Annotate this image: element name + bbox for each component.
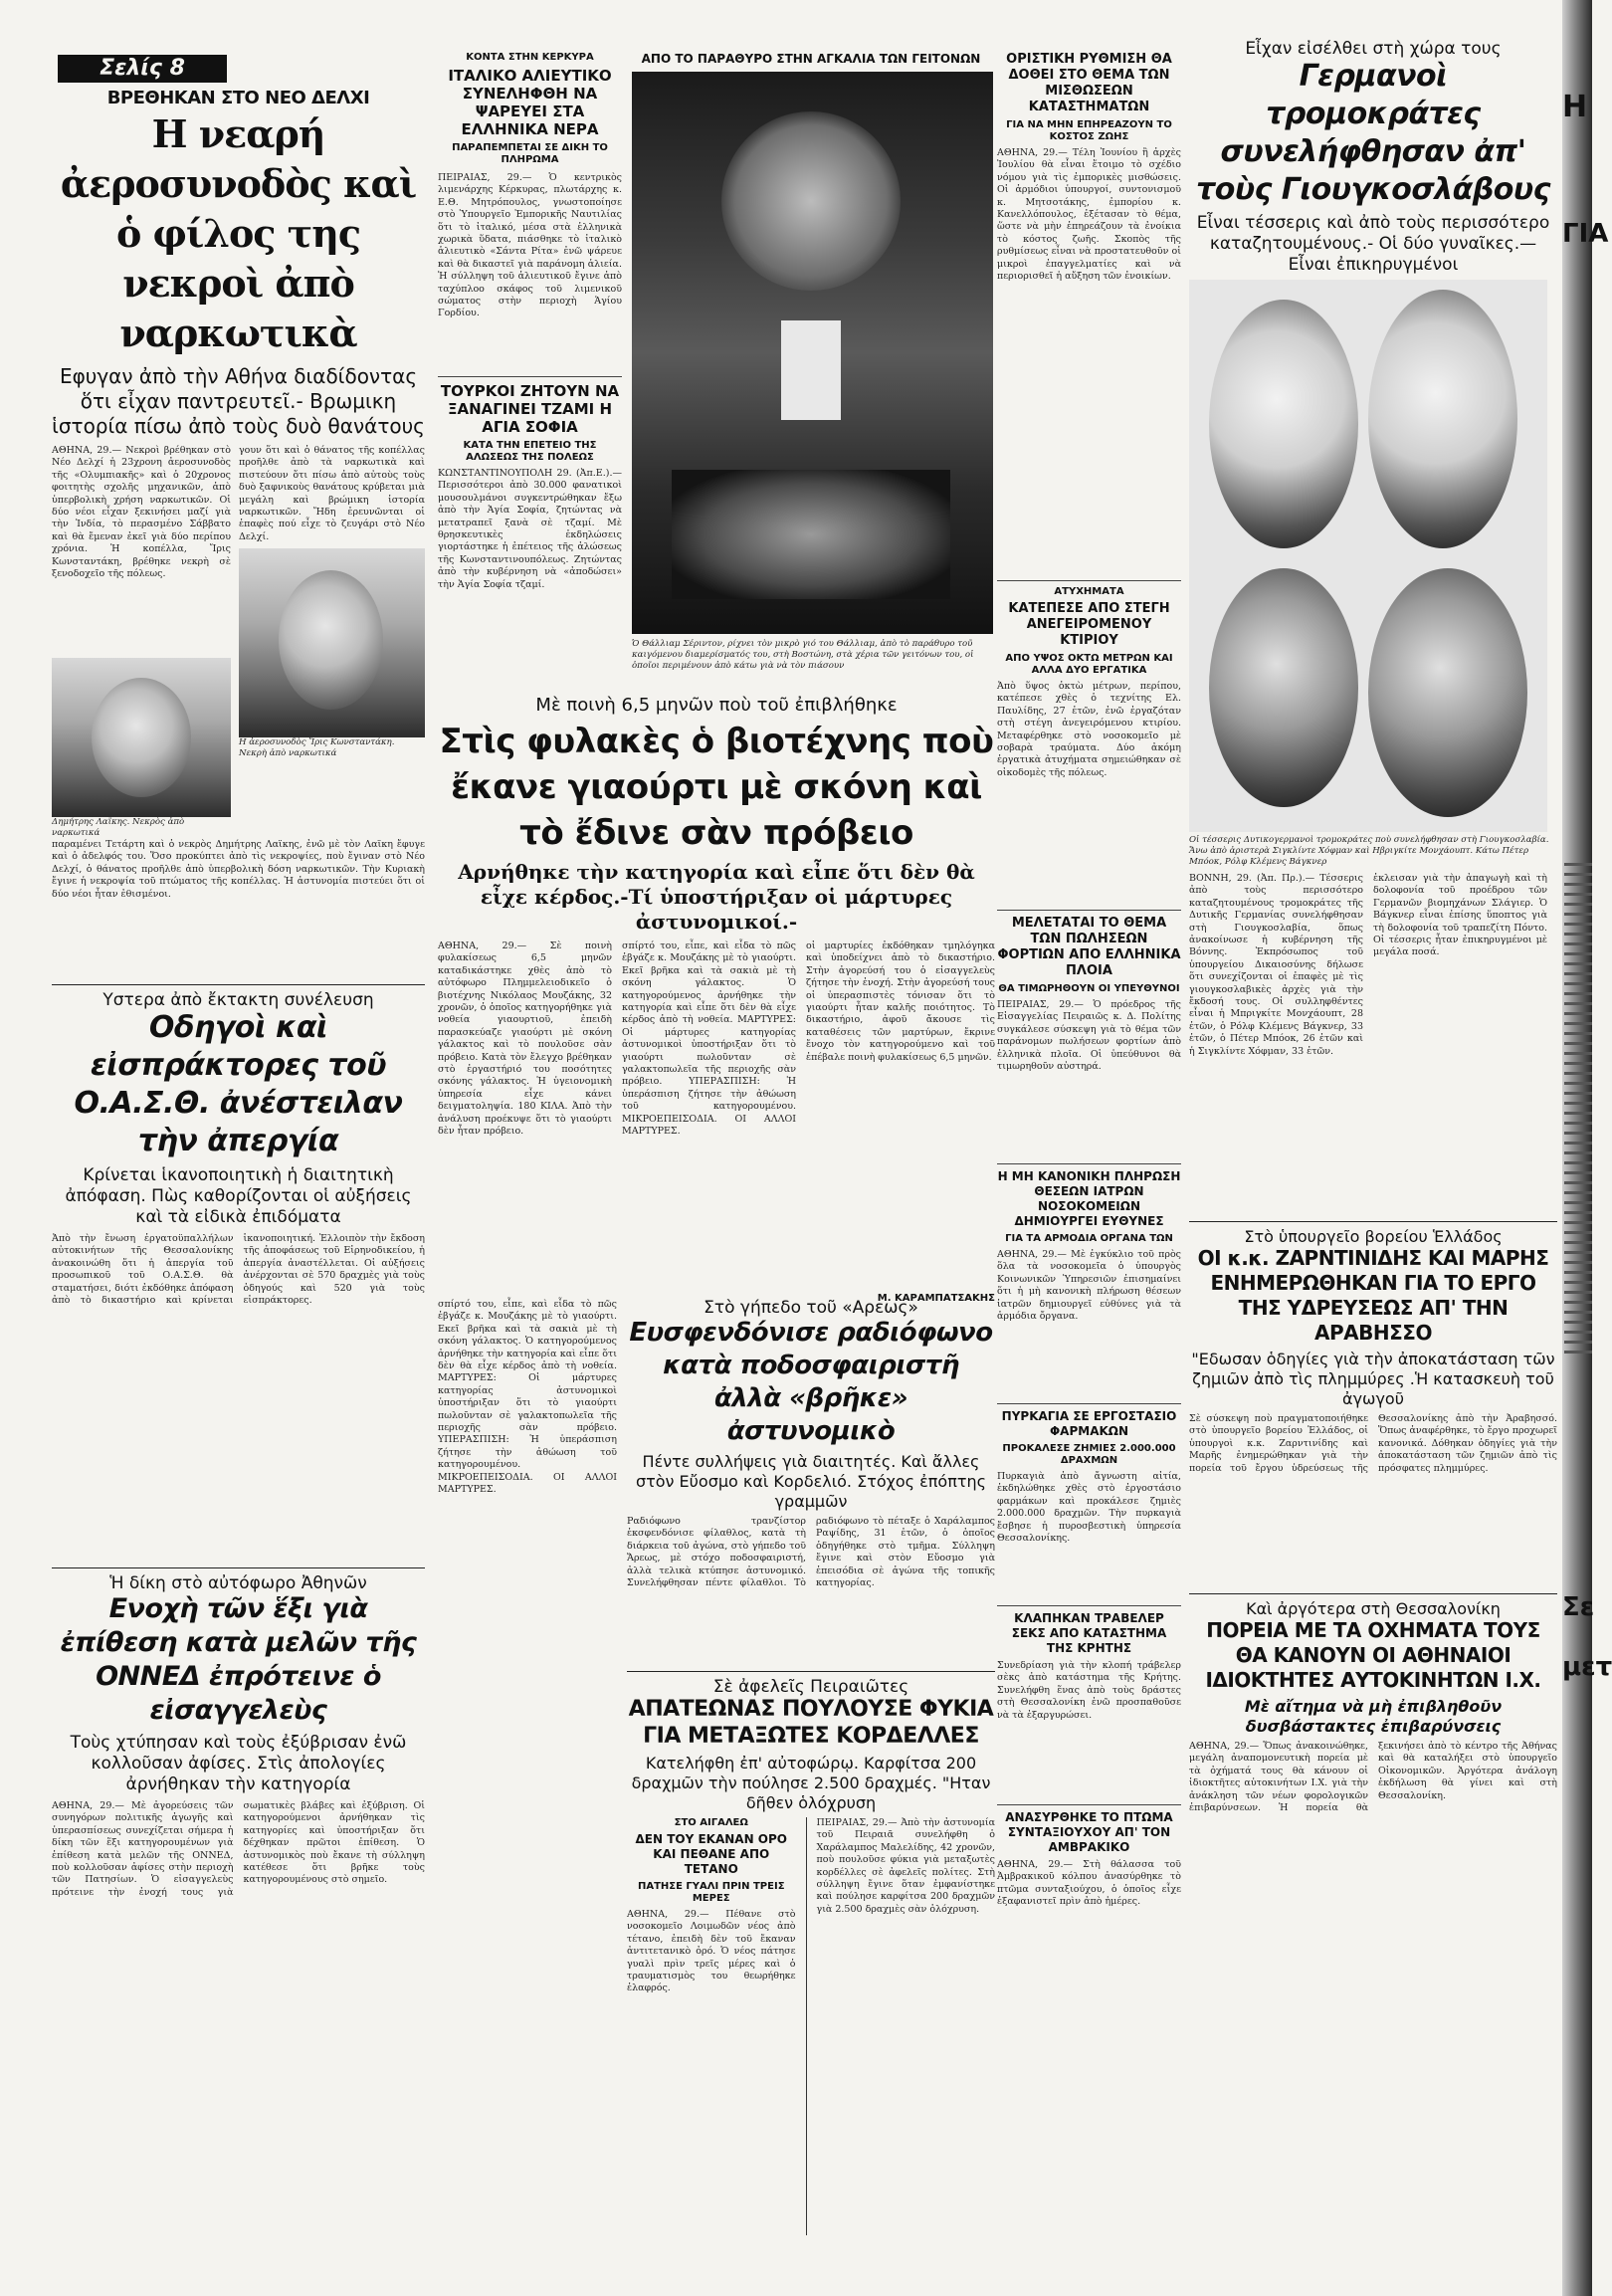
article-body: Πυρκαγιὰ ἀπὸ ἄγνωστη αἰτία, ἐκδηλώθηκε χθὲς στὸ ἐργοστάσιο φαρμάκων καὶ προκάλεσε ζημιὲς 2.000.000 δραχμῶν. Τὴν πυρκαγιὰ ἔσβησε ἡ πυροσβεστικὴ ὑπηρεσία Θεσσαλονίκης. bbox=[997, 1471, 1181, 1545]
subheading: ΓΙΑ ΝΑ ΜΗΝ ΕΠΗΡΕΑΖΟΥΝ ΤΟ ΚΟΣΤΟΣ ΖΩΗΣ bbox=[1006, 119, 1172, 142]
headline: Ευσφενδόνισε ραδιόφωνο κατὰ ποδοσφαιριστῆ ἀλλὰ «βρῆκε» ἀστυνομικὸ bbox=[629, 1318, 993, 1446]
article-body: ΚΩΝΣΤΑΝΤΙΝΟΥΠΟΛΗ 29. (Ἀπ.Ε.).— Περισσότεροι ἀπὸ 30.000 φανατικοὶ μουσουλμάνοι συγκεντρώθηκαν ἔξω ἀπὸ τὴν Ἁγία Σοφία, ζητώντας νὰ μετατραπεῖ ξανὰ σὲ τζαμί. Μὲ θρησκευτικὲς ἐκδηλώσεις γιορτάστηκε ἡ ἐπέτειος τῆς ἁλώσεως τῆς Κωνσταντινουπόλεως. Ζητώντας ἀπὸ τὴν κυβέρνηση νὰ «ἀποδώσει» τὴν Ἁγία Σοφία τζαμί. bbox=[438, 468, 622, 590]
portrait-photo bbox=[239, 548, 425, 737]
article-body: οἱ μαρτυρίες ἐκδόθηκαν τμηλόγηκα καὶ ὑποδείχνει ἀπὸ τὸ δικαστήριο. Στὴν ἀγορεύσή του ὁ εἰσαγγελεὺς ζήτησε τὴν ἐνοχή. Στὴν ἀγορεύσή τους οἱ ὑπερασπιστὲς τόνισαν ὅτι τὸ γιαούρτι ἦταν καλῆς ποιότητος. Τὸ δικαστήριο, ἀφοῦ ἄκουσε τὶς καταθέσεις τῶν μαρτύρων, ἔκρινε ἔνοχο τὸν κατηγορούμενο καὶ τοῦ ἐπέβαλε ποινὴ φυλακίσεως 6,5 μηνῶν. bbox=[806, 940, 995, 1063]
article-body: σπίρτό του, εἶπε, καὶ εἶδα τὸ πῶς ἐβγάζε κ. Μουζάκης μὲ τὸ γιαούρτι. Εκεῖ βρῆκα καὶ τὰ σακιὰ μὲ τὴ σκόνη γάλακτος. Ὁ κατηγορούμενος ἀρνήθηκε τὴν κατηγορία καὶ εἶπε ὅτι δὲν θὰ εἶχε κέρδος ἀπὸ τὴ νοθεία. ΜΑΡΤΥΡΕΣ: Οἱ μάρτυρες κατηγορίας ἀστυνομικοὶ ὑποστήριξαν ὅτι τὸ γιαούρτι πωλοῦνταν σὲ γαλακτοπωλεῖα τῆς περιοχῆς σὰν πρόβειο. ΥΠΕΡΑΣΠΙΣΗ: Ἡ ὑπεράσπιση ζήτησε τὴν ἀθώωση τοῦ κατηγορουμένου. ΜΙΚΡΟΕΠΕΙΣΟΔΙΑ. ΟΙ ΑΛΛΟΙ ΜΑΡΤΥΡΕΣ. bbox=[622, 940, 796, 1138]
article-body: ΑΘΗΝΑ, 29.— Ὅπως ἀνακοινώθηκε, μεγάλη ἀναπομονευτικὴ πορεία μὲ τὰ ὀχήματά τους θὰ κάνουν οἱ ἰδιοκτῆτες αὐτοκινήτων Ι.Χ. γιὰ τὴν ἀνάκληση τῶν νέων φορολογικῶν ἐπιβαρύνσεων. Ἡ πορεία θὰ ξεκινήσει ἀπὸ τὸ κέντρο τῆς Ἀθήνας καὶ θὰ καταλήξει στὸ ὑπουργεῖο Οἰκονομικῶν. Ἀργότερα ἀνάλογη ἐκδήλωση θὰ γίνει καὶ στὴ Θεσσαλονίκη. bbox=[1189, 1741, 1557, 1814]
face-shape bbox=[279, 570, 383, 710]
divider bbox=[997, 1804, 1181, 1805]
article-body: σπίρτό του, εἶπε, καὶ εἶδα τὸ πῶς ἐβγάζε κ. Μουζάκης μὲ τὸ γιαούρτι. Εκεῖ βρῆκα καὶ τὰ σακιὰ μὲ τὴ σκόνη γάλακτος. Ὁ κατηγορούμενος ἀρνήθηκε τὴν κατηγορία καὶ εἶπε ὅτι δὲν θὰ εἶχε κέρδος ἀπὸ τὴ νοθεία. ΜΑΡΤΥΡΕΣ: Οἱ μάρτυρες κατηγορίας ἀστυνομικοὶ ὑποστήριξαν ὅτι τὸ γιαούρτι πωλοῦνταν σὲ γαλακτοπωλεῖα τῆς περιοχῆς σὰν πρόβειο. ΥΠΕΡΑΣΠΙΣΗ: Ἡ ὑπεράσπιση ζήτησε τὴν ἀθώωση τοῦ κατηγορουμένου. ΜΙΚΡΟΕΠΕΙΣΟΔΙΑ. ΟΙ ΑΛΛΟΙ ΜΑΡΤΥΡΕΣ. bbox=[438, 1299, 617, 1496]
kicker: Μὲ ποινὴ 6,5 μηνῶν ποὺ τοῦ ἐπιβλήθηκε bbox=[535, 695, 898, 716]
kicker: ΚΟΝΤΑ ΣΤΗΝ ΚΕΡΚΥΡΑ bbox=[466, 52, 594, 63]
deck: "Εδωσαν ὁδηγίες γιὰ τὴν ἀποκατάσταση τῶν ζημιῶν ἀπὸ τὶς πλημμύρες .Ἡ κατασκευὴ τοῦ ἀγωγοῦ bbox=[1191, 1350, 1555, 1408]
edge-fragment: μετ bbox=[1562, 1652, 1612, 1682]
divider bbox=[438, 376, 622, 377]
deck: Κρίνεται ἱκανοποιητικὴ ἡ διαιτητικὴ ἀπόφαση. Πὼς καθορίζονται οἱ αὐξήσεις καὶ τὰ εἰδικὰ ἐπιδόματα bbox=[65, 1165, 412, 1227]
column-3-lower bbox=[438, 1299, 617, 2274]
headline: ΜΕΛΕΤΑΤΑΙ ΤΟ ΘΕΜΑ ΤΩΝ ΠΩΛΗΣΕΩΝ ΦΟΡΤΙΩΝ ΑΠΟ ΕΛΛΗΝΙΚΑ ΠΛΟΙΑ bbox=[997, 916, 1181, 978]
kicker: Υστερα ἀπὸ ἔκτακτη συνέλευση bbox=[102, 990, 374, 1010]
crowd-shape bbox=[672, 470, 950, 599]
headline: Ενοχὴ τῶν ἕξι γιὰ ἐπίθεση κατὰ μελῶν τῆς ΟΝΝΕΔ ἐπρότεινε ὁ εἰσαγγελεὺς bbox=[60, 1593, 417, 1726]
kicker: Εἶχαν εἰσέλθει στὴ χώρα τους bbox=[1245, 39, 1502, 59]
article-body: ΑΘΗΝΑ, 29.— Στὴ θάλασσα τοῦ Ἀμβρακικοῦ κόλπου ἀνασύρθηκε τὸ πτῶμα συνταξιούχου, ὁ ὁποῖος εἶχε ἐξαφανιστεῖ πρὶν ἀπὸ ἡμέρες. bbox=[997, 1859, 1181, 1908]
column-4 bbox=[997, 52, 1181, 2281]
divider bbox=[52, 1567, 425, 1568]
article-body: ΑΘΗΝΑ, 29.— Μὲ ἀγορεύσεις τῶν συνηγόρων πολιτικῆς ἀγωγῆς καὶ ὑπερασπίσεως συνεχίζεται σήμερα ἡ δίκη τῶν ἕξι κατηγορουμένων γιὰ ἐπίθεση κατὰ μελῶν τῆς ΟΝΝΕΔ, ποὺ κολλοῦσαν ἀφίσες στὴν περιοχὴ τῶν Πατησίων. Ὁ εἰσαγγελεὺς πρότεινε τὴν ἐνοχή τους γιὰ σωματικὲς βλάβες καὶ ἐξύβριση. Οἱ κατηγορούμενοι ἀρνήθηκαν τὶς κατηγορίες καὶ ὑποστήριξαν ὅτι δέχθηκαν πρῶτοι ἐπίθεση. Ὁ ἀστυνομικὸς ποὺ ἔκανε τὴ σύλληψη κατέθεσε ὅτι βρῆκε τοὺς κατηγορουμένους στὸ σημεῖο. bbox=[52, 1800, 425, 1898]
divider bbox=[997, 910, 1181, 911]
divider bbox=[1189, 1593, 1557, 1594]
center-lower bbox=[627, 1299, 995, 2274]
face-shape bbox=[92, 678, 191, 797]
subheading: ΠΑΤΗΣΕ ΓΥΑΛΙ ΠΡΙΝ ΤΡΕΙΣ ΜΕΡΕΣ bbox=[637, 1881, 785, 1904]
headline: Οδηγοὶ καὶ εἰσπράκτορες τοῦ Ο.Α.Σ.Θ. ἀνέστειλαν τὴν ἀπεργία bbox=[74, 1010, 403, 1158]
headline: Στὶς φυλακὲς ὁ βιοτέχνης ποὺ ἔκανε γιαούρτι μὲ σκόνη καὶ τὸ ἔδινε σὰν πρόβειο bbox=[439, 722, 994, 853]
edge-text-fragments bbox=[1562, 856, 1612, 2150]
column-divider bbox=[806, 1817, 807, 2235]
article-body: ΑΘΗΝΑ, 29.— Σὲ ποινὴ φυλακίσεως 6,5 μηνῶν καταδικάστηκε χθὲς ἀπὸ τὸ αὐτόφωρο Πλημμελειοδικεῖο ὁ βιοτέχνης Νικόλαος Μουζάκης, 32 χρονῶν, ὁ ὁποῖος κατηγορήθηκε γιὰ νοθεία γιαουρτιοῦ, ἐπειδὴ παρασκεύαζε γιαούρτι μὲ σκόνη γάλακτος καὶ τὸ πουλοῦσε σὰν πρόβειο. Κατὰ τὸν ἔλεγχο βρέθηκαν στὸ ἐργαστήριό του ποσότητες σκόνης γάλακτος. Ἡ ὑγειονομικὴ ὑπηρεσία εἶχε κάνει δειγματοληψία. 180 ΚΙΛΑ. Ἀπὸ τὴν ἀνάλυση προέκυψε ὅτι τὸ γιαούρτι δὲν ἦταν πρόβειο. bbox=[438, 940, 612, 1138]
edge-fragment: ΓΙΑ bbox=[1562, 219, 1609, 249]
article-body: Ἀπὸ τὴν ἔνωση ἐργατοϋπαλλήλων αὐτοκινήτων τῆς Θεσσαλονίκης ἀνακοινώθη ὅτι ἡ ἀπεργία τοῦ προσωπικοῦ τοῦ Ο.Α.Σ.Θ. θὰ σταματήσει, διότι ἐκδόθηκε ἀπόφαση ἀπὸ τὸ δικαστήριο καὶ κρίνεται ἱκανοποιητική. Ἐλλοιπὸν τὴν ἔκδοση τῆς ἀποφάσεως τοῦ Εἰρηνοδικείου, ἡ ἀπεργία ἀναστέλλεται. Οἱ αὐξήσεις ἀνέρχονται σὲ 570 δραχμὲς γιὰ τοὺς ὁδηγούς καὶ 520 γιὰ τοὺς εἰσπράκτορες. bbox=[52, 1233, 425, 1307]
article-body: ΑΘΗΝΑ, 29.— Μὲ ἐγκύκλιο τοῦ πρὸς ὅλα τὰ νοσοκομεῖα ὁ ὑπουργὸς Κοινωνικῶν Ὑπηρεσιῶν ἐπισημαίνει ὅτι ἡ μὴ κανονικὴ πλήρωση θέσεων ἰατρῶν δημιουργεῖ εὐθύνες γιὰ τὰ ἁρμόδια ὄργανα. bbox=[997, 1249, 1181, 1323]
kicker: Ἡ δίκη στὸ αὐτόφωρο Ἀθηνῶν bbox=[109, 1573, 367, 1593]
subheading: ΣΤΟ ΑΙΓΑΛΕΩ bbox=[674, 1817, 748, 1828]
photo-caption: Δημήτρης Λαϊκης. Νεκρὸς ἀπὸ ναρκωτικά bbox=[52, 817, 185, 838]
window-shape bbox=[781, 320, 841, 420]
headline: ΔΕΝ ΤΟΥ ΕΚΑΝΑΝ ΟΡΟ ΚΑΙ ΠΕΘΑΝΕ ΑΠΟ ΤΕΤΑΝΟ bbox=[635, 1832, 787, 1876]
article-body: ΠΕΙΡΑΙΑΣ, 29.— Ὁ πρόεδρος τῆς Εἰσαγγελίας Πειραιῶς κ. Δ. Πολίτης συγκάλεσε σύσκεψη γιὰ τὸ θέμα τῶν παράνομων πωλήσεων φορτίων ἀπὸ ἑλληνικὰ πλοῖα. Οἱ ὑπεύθυνοι θὰ τιμωρηθοῦν αὐστηρά. bbox=[997, 999, 1181, 1073]
headline: Γερμανοὶ τρομοκράτες συνελήφθησαν ἀπ' τοὺς Γιουγκοσλάβους bbox=[1196, 59, 1550, 207]
deck: Αρνήθηκε τὴν κατηγορία καὶ εἶπε ὅτι δὲν θὰ εἶχε κέρδος.-Τί ὑποστήριξαν οἱ μάρτυρες ἀστυνομικοί.- bbox=[458, 860, 975, 934]
divider bbox=[997, 1605, 1181, 1606]
headline: ΠΥΡΚΑΓΙΑ ΣΕ ΕΡΓΟΣΤΑΣΙΟ ΦΑΡΜΑΚΩΝ bbox=[1001, 1409, 1177, 1438]
face-shape bbox=[1368, 568, 1527, 817]
kicker: ΑΤΥΧΗΜΑΤΑ bbox=[1054, 586, 1124, 597]
subheading: ΚΑΤΑ ΤΗΝ ΕΠΕΤΕΙΟ ΤΗΣ ΑΛΩΣΕΩΣ ΤΗΣ ΠΟΛΕΩΣ bbox=[463, 440, 597, 463]
divider bbox=[52, 984, 425, 985]
headline: ΟΡΙΣΤΙΚΗ ΡΥΘΜΙΣΗ ΘΑ ΔΟΘΕΙ ΣΤΟ ΘΕΜΑ ΤΩΝ ΜΙΣΘΩΣΕΩΝ ΚΑΤΑΣΤΗΜΑΤΩΝ bbox=[1006, 52, 1172, 114]
headline: Η νεαρή ἀεροσυνοδὸς καὶ ὁ φίλος της νεκροὶ ἀπὸ ναρκωτικὰ bbox=[60, 111, 417, 355]
headline: Η ΜΗ ΚΑΝΟΝΙΚΗ ΠΛΗΡΩΣΗ ΘΕΣΕΩΝ ΙΑΤΡΩΝ ΝΟΣΟΚΟΜΕΙΩΝ ΔΗΜΙΟΥΡΓΕΙ ΕΥΘΥΝΕΣ bbox=[997, 1169, 1181, 1228]
page-number-badge: Σελίς 8 bbox=[58, 55, 227, 83]
article-body: Σὲ σύσκεψη ποὺ πραγματοποιήθηκε στὸ ὑπουργεῖο βορείου Ἑλλάδος, οἱ ὑπουργοὶ κ.κ. Ζαρντινίδης καὶ Μαρῆς ἐνημερώθηκαν γιὰ τὴν πορεία τοῦ ἔργου ὑδρεύσεως τῆς Θεσσαλονίκης ἀπὸ τὴν Ἀραβησσό. Ὅπως ἀναφέρθηκε, τὸ ἔργο προχωρεῖ κανονικά. Δόθηκαν ὁδηγίες γιὰ τὴν ἀποκατάσταση τῶν ζημιῶν ἀπὸ τὶς πρόσφατες πλημμύρες. bbox=[1189, 1413, 1557, 1474]
headline: ΙΤΑΛΙΚΟ ΑΛΙΕΥΤΙΚΟ ΣΥΝΕΛΗΦΘΗ ΝΑ ΨΑΡΕΥΕΙ ΣΤΑ ΕΛΛΗΝΙΚΑ ΝΕΡΑ bbox=[448, 67, 612, 138]
article-body: ΠΕΙΡΑΙΑΣ, 29.— Ὁ κεντρικὸς λιμενάρχης Κέρκυρας, πλωτάρχης κ. Ε.Θ. Μητρόπουλος, γνωστοποίησε στὸ Ὑπουργεῖο Ἐμπορικῆς Ναυτιλίας ὅτι τὸ ἰταλικό, μέσα στὰ ἑλληνικὰ χωρικὰ ὕδατα, πιάσθηκε τὸ ἰταλικὸ ἁλιευτικὸ «Σάντα Ρίτα» ἐνῶ ψάρευε καὶ θὰ δικαστεῖ γιὰ παράνομη ἁλιεία. Ἡ σύλληψη τοῦ ἁλιευτικοῦ ἔγινε ἀπὸ ταχύπλοο σκάφος τοῦ λιμενικοῦ σώματος στὴν περιοχὴ Ἁγίου Γορδίου. bbox=[438, 172, 622, 319]
deck: Πέντε συλλήψεις γιὰ διαιτητές. Καὶ ἄλλες στὸν Εὔοσμο καὶ Κορδελιό. Στόχος ἐπόπτης γραμμῶν bbox=[635, 1452, 987, 1511]
column-5 bbox=[1189, 40, 1557, 2279]
byline: Μ. ΚΑΡΑΜΠΑΤΣΑΚΗΣ bbox=[877, 1293, 995, 1304]
article-body: Συνεδρίαση γιὰ τὴν κλοπή τράβελερ σὲκς ἀπὸ κατάστημα τῆς Κρήτης. Συνελήφθη ἕνας ἀπὸ τοὺς δράστες στὴ Θεσσαλονίκη ἐνῶ προσπαθοῦσε νὰ τὰ ἐξαργυρώσει. bbox=[997, 1660, 1181, 1721]
deck: Τοὺς χτύπησαν καὶ τοὺς ἐξύβρισαν ἐνῶ κολλοῦσαν ἀφίσες. Στὶς ἀπολογίες ἀρνήθηκαν τὴν κατηγορία bbox=[70, 1733, 407, 1794]
deck: Κατελήφθη ἐπ' αὐτοφώρῳ. Καρφίτσα 200 δραχμῶν τὴν πούλησε 2.500 δραχμές. "Ηταν δῆθεν ὁλόχρυση bbox=[631, 1754, 991, 1812]
article-body: ΑΘΗΝΑ, 29.— Πέθανε στὸ νοσοκομεῖο Λοιμωδῶν νέος ἀπὸ τέτανο, ἐπειδὴ δὲν τοῦ ἔκαναν ἀντιτετανικὸ ὀρό. Ὁ νέος πάτησε γυαλὶ πρὶν τρεῖς μέρες καὶ ὁ τραυματισμὸς του θεωρήθηκε ἐλαφρός. bbox=[627, 1909, 796, 1994]
article-body: παραμένει Τετάρτη καὶ ὁ νεκρὸς Δημήτρης Λαϊκης, ἐνῶ μὲ τὸν Λαϊκη ἔφυγε καὶ ὁ ἀδελφός του. Ὅσο προκύπτει ἀπὸ τὶς νεκροψίες, ποὺ ἔγιναν στὸ Νέο Δελχί, ὁ θάνατος προῆλθε ἀπὸ ὑπερβολικὴ δόση ναρκωτικῶν. Τὴν Κυριακὴ ἔγινε ἡ νεκροψία τοῦ πτώματος τῆς κοπέλλας. Ἡ ἀστυνομία πιστεύει ὅτι οἱ δύο νέοι ἦταν ἐθισμένοι. bbox=[52, 839, 425, 900]
kicker: Καὶ ἀργότερα στὴ Θεσσαλονίκη bbox=[1246, 1599, 1501, 1618]
column-1 bbox=[52, 88, 425, 2282]
article-body: Ραδιόφωνο τρανζίστορ ἐκσφενδόνισε φίλαθλος, κατὰ τὴ διάρκεια τοῦ ἀγώνα, στὸ γήπεδο τοῦ Ἄρεως, μὲ στόχο ποδοσφαιριστή, ἀλλὰ τελικὰ κτύπησε ἀστυνομικό. Συνελήφθησαν πέντε φίλαθλοι. Τὸ ραδιόφωνο τὸ πέταξε ὁ Χαράλαμπος Ραψίδης, 31 ἐτῶν, ὁ ὁποῖος ὁδηγήθηκε στὸ τμῆμα. Σύλληψη ἔγινε καὶ στὸν Εὔοσμο γιὰ ἐπεισόδια σὲ ἀγώνα τῆς τοπικῆς κατηγορίας. bbox=[627, 1516, 995, 1589]
divider bbox=[997, 1403, 1181, 1404]
deck: Εἶναι τέσσερις καὶ ἀπὸ τοὺς περισσότερο καταζητουμένους.- Οἱ δύο γυναῖκες.— Εἶναι ἐπικηρυγμένοι bbox=[1196, 213, 1550, 275]
headline: ΟΙ κ.κ. ΖΑΡΝΤΙΝΙΔΗΣ ΚΑΙ ΜΑΡΗΣ ΕΝΗΜΕΡΩΘΗΚΑΝ ΓΙΑ ΤΟ ΕΡΓΟ ΤΗΣ ΥΔΡΕΥΣΕΩΣ ΑΠ' ΤΗΝ ΑΡΑΒΗΣΣΟ bbox=[1197, 1246, 1549, 1345]
article-body: ΑΘΗΝΑ, 29.— Τέλη Ἰουνίου ἢ ἀρχὲς Ἰουλίου θὰ εἶναι ἕτοιμο τὸ σχέδιο νόμου γιὰ τὶς ἐμπορικὲς μισθώσεις. Οἱ ἁρμόδιοι ὑπουργοί, συντονισμοῦ κ. Μητσοτάκης, ἐμπορίου κ. Κανελλόπουλος, ἐξέτασαν τὸ θέμα, ὥστε νὰ μὴν ἐπηρεάζουν τὰ ἐνοίκια τὸ κόστος ζωῆς. Σκοπὸς τῆς ρυθμίσεως εἶναι νὰ προστατευθοῦν οἱ μικροὶ ἐπαγγελματίες καὶ νὰ περιορισθεῖ ἡ αὔξηση τῶν ἐνοικίων. bbox=[997, 147, 1181, 283]
edge-fragment: Σε bbox=[1562, 1592, 1595, 1622]
headline: ΚΑΤΕΠΕΣΕ ΑΠΟ ΣΤΕΓΗ ΑΝΕΓΕΙΡΟΜΕΝΟΥ ΚΤΙΡΙΟΥ bbox=[1008, 601, 1170, 648]
article-body: Ἀπὸ ὕψος ὀκτὼ μέτρων, περίπου, κατέπεσε χθὲς ὁ τεχνίτης Ελ. Παυλίδης, 27 ἐτῶν, ἐνῶ ἐργαζόταν στὴ στέγη ἀνεγειρόμενου κτιρίου. Μεταφέρθηκε στὸ νοσοκομεῖο μὲ σοβαρὰ τραύματα. Δύο ἀκόμη ἐργατικὰ ἀτυχήματα σημειώθηκαν σὲ οἰκοδομὲς τῆς πόλεως. bbox=[997, 681, 1181, 778]
headline: ΤΟΥΡΚΟΙ ΖΗΤΟΥΝ ΝΑ ΞΑΝΑΓΙΝΕΙ ΤΖΑΜΙ Η ΑΓΙΑ ΣΟΦΙΑ bbox=[440, 382, 620, 436]
face-shape bbox=[1209, 568, 1358, 807]
photo-caption: Ὁ Θάλλιαμ Σέριντον, ρίχνει τὸν μικρὸ γιό του Θάλλιαμ, ἀπὸ τὸ παράθυρο τοῦ καιγόμενου διαμερίσματός του, στὴ Βοστώνη, στὰ χέρια τῶν γειτόνων του, οἱ ὁποῖοι περιμένουν ἀπὸ κάτω γιὰ νὰ τὸν πιάσουν bbox=[632, 639, 974, 671]
fire-rescue-photo bbox=[632, 72, 993, 634]
article-body: ΒΟΝΝΗ, 29. (Ἀπ. Πρ.).— Τέσσερις ἀπὸ τοὺς περισσότερο καταζητουμένους τρομοκράτες τῆς Δυτικῆς Γερμανίας συνελήφθησαν στὴ Γιουγκοσλαβία, ὅπως ἀνακοίνωσε ἡ κυβέρνηση τῆς Βόννης. Ἐκπρόσωπος τοῦ ὑπουργείου Δικαιοσύνης δήλωσε ὅτι συνεχίζονται οἱ ἐπαφὲς μὲ τὶς γιουγκοσλαβικὲς ἀρχὲς γιὰ τὴν ἔκδοσή τους. Οἱ συλληφθέντες εἶναι ἡ Μπριγκίτε Μονχάουπτ, 28 ἐτῶν, ὁ Ρόλφ Κλέμενς Βάγκνερ, 33 ἐτῶν, ὁ Πέτερ Μπόοκ, 26 ἐτῶν καὶ ἡ Σιγκλίντε Χόφμαν, 33 ἐτῶν. bbox=[1189, 873, 1363, 1057]
divider bbox=[997, 1163, 1181, 1164]
headline: ΑΠΑΤΕΩΝΑΣ ΠΟΥΛΟΥΣΕ ΦΥΚΙΑ ΓΙΑ ΜΕΤΑΞΩΤΕΣ ΚΟΡΔΕΛΛΕΣ bbox=[628, 1697, 994, 1749]
article-body: ΑΘΗΝΑ, 29.— Νεκροὶ βρέθηκαν στὸ Νέο Δελχί ἡ 23χρονη ἀεροσυνοδὸς τῆς «Ολυμπιακῆς» καὶ ὁ 20χρονος φοιτητὴς σχολῆς μηχανικῶν, ἀπὸ ὑπερβολικὴ χρήση ναρκωτικῶν. Οἱ δύο νέοι εἶχαν ξεκινήσει μαζί γιὰ τὴν Ἰνδία, τὸ περασμένο Σάββατο καὶ θὰ ἔμεναν ἐκεῖ γιὰ δύο περίπου χρόνια. Ἡ κοπέλλα, Ἴρις Κωνσταντάκη, βρέθηκε νεκρὴ σὲ ξενοδοχεῖο τῆς πόλεως. bbox=[52, 445, 231, 580]
kicker: Σὲ ἀφελεῖς Πειραιῶτες bbox=[712, 1677, 909, 1697]
portrait-photo bbox=[52, 658, 231, 817]
deck: Εφυγαν ἀπὸ τὴν Αθήνα διαδίδοντας ὅτι εἶχαν παντρευτεῖ.- Βρωμικη ἱστορία πίσω ἀπὸ τοὺς δυὸ θανάτους bbox=[52, 364, 425, 438]
headline: ΠΟΡΕΙΑ ΜΕ ΤΑ ΟΧΗΜΑΤΑ ΤΟΥΣ ΘΑ ΚΑΝΟΥΝ ΟΙ ΑΘΗΝΑΙΟΙ ΙΔΙΟΚΤΗΤΕΣ ΑΥΤΟΚΙΝΗΤΩΝ Ι.Χ. bbox=[1205, 1618, 1541, 1692]
headline: ΑΝΑΣΥΡΘΗΚΕ ΤΟ ΠΤΩΜΑ ΣΥΝΤΑΞΙΟΥΧΟΥ ΑΠ' ΤΟΝ ΑΜΒΡΑΚΙΚΟ bbox=[1005, 1810, 1173, 1854]
article-body: ἐκλεισαν γιὰ τὴν ἀπαγωγὴ καὶ τὴ δολοφονία τοῦ προέδρου τῶν Γερμανῶν βιομηχάνων Σλάγιερ. Ὁ Βάγκνερ εἶναι ἐπίσης ὕποπτος γιὰ τὴ δολοφονία τοῦ τραπεζίτη Πόντο. Οἱ τέσσερις ἦταν ἐπικηρυγμένοι μὲ μεγάλα ποσά. bbox=[1373, 873, 1547, 958]
subheading: ΠΡΟΚΑΛΕΣΕ ΖΗΜΙΕΣ 2.000.000 ΔΡΑΧΜΩΝ bbox=[1002, 1443, 1176, 1466]
smoke-shape bbox=[721, 111, 901, 291]
subheading: ΘΑ ΤΙΜΩΡΗΘΟΥΝ ΟΙ ΥΠΕΥΘΥΝΟΙ bbox=[998, 983, 1180, 994]
photo-title: ΑΠΟ ΤΟ ΠΑΡΑΘΥΡΟ ΣΤΗΝ ΑΓΚΑΛΙΑ ΤΩΝ ΓΕΙΤΟΝΩΝ bbox=[641, 52, 981, 66]
edge-fragment: Η bbox=[1562, 90, 1588, 124]
face-shape bbox=[1368, 290, 1517, 548]
kicker: Στὸ ὑπουργεῖο βορείου Ἑλλάδος bbox=[1244, 1227, 1503, 1246]
kicker: ΒΡΕΘΗΚΑΝ ΣΤΟ ΝΕΟ ΔΕΛΧΙ bbox=[106, 88, 370, 108]
subheading: ΑΠΟ ΥΨΟΣ ΟΚΤΩ ΜΕΤΡΩΝ ΚΑΙ ΑΛΛΑ ΔΥΟ ΕΡΓΑΤΙΚΑ bbox=[1005, 653, 1173, 676]
article-body: γουν ὅτι καὶ ὁ θάνατος τῆς κοπέλλας προῆλθε ἀπὸ τὰ ναρκωτικὰ καὶ πιστεύουν ὅτι πίσω ἀπὸ αὐτοὺς τοὺς δυὸ ξαφνικοὺς θανάτους κρύβεται μιὰ μεγάλη καὶ βρώμικη ἱστορία ναρκωτικῶν. Ἤδη ἐρευνῶνται οἱ ἐπαφὲς πού εἶχε τὸ ζευγάρι στὸ Νέο Δελχί. bbox=[239, 445, 425, 542]
headline: ΚΛΑΠΗΚΑΝ ΤΡΑΒΕΛΕΡ ΣΕΚΣ ΑΠΟ ΚΑΤΑΣΤΗΜΑ ΤΗΣ ΚΡΗΤΗΣ bbox=[1011, 1611, 1167, 1655]
center-story bbox=[438, 695, 995, 1304]
kicker: Στὸ γήπεδο τοῦ «Αρεως» bbox=[704, 1298, 918, 1318]
deck: Μὲ αἴτημα νὰ μὴ ἐπιβληθοῦν δυσβάστακτες ἐπιβαρύνσεις bbox=[1244, 1697, 1503, 1736]
divider bbox=[997, 580, 1181, 581]
photo-caption: Η ἀεροσυνοδὸς Ἴρις Κωνσταντάκη. Νεκρὴ ἀπὸ ναρκωτικά bbox=[239, 737, 395, 758]
face-shape bbox=[1209, 300, 1358, 548]
photo-caption: Οἱ τέσσερις Δυτικογερμανοὶ τρομοκράτες ποὺ συνελήφθησαν στὴ Γιουγκοσλαβία. Ἄνω ἀπὸ ἀριστερὰ Σιγκλίντε Χόφμαν καὶ Ηβριγκίτε Μονχάουπτ. Κάτω Πέτερ Μπόοκ, Ρόλφ Κλέμενς Βάγκνερ bbox=[1189, 835, 1549, 867]
article-body: ΠΕΙΡΑΙΑΣ, 29.— Ἀπὸ τὴν ἀστυνομία τοῦ Πειραιᾶ συνελήφθη ὁ Χαράλαμπος Μαλελίδης, 42 χρονῶν, ποὺ πουλοῦσε φύκια γιὰ μεταξωτὲς κορδέλλες σὲ ἀφελεῖς πολίτες. Στὴ σύλληψη ἔγινε ὅταν ἐμφανίστηκε καὶ πούλησε καρφίτσα 200 δραχμῶν γιὰ 2.500 δραχμὲς σὰν ὁλόχρυση. bbox=[816, 1817, 995, 1915]
divider bbox=[627, 1671, 995, 1672]
column-2 bbox=[438, 52, 622, 689]
subheading: ΓΙΑ ΤΑ ΑΡΜΟΔΙΑ ΟΡΓΑΝΑ ΤΩΝ bbox=[1005, 1233, 1173, 1244]
terrorists-photo bbox=[1189, 280, 1547, 832]
subheading: ΠΑΡΑΠΕΜΠΕΤΑΙ ΣΕ ΔΙΚΗ ΤΟ ΠΛΗΡΩΜΑ bbox=[452, 142, 608, 165]
divider bbox=[1189, 1221, 1557, 1222]
